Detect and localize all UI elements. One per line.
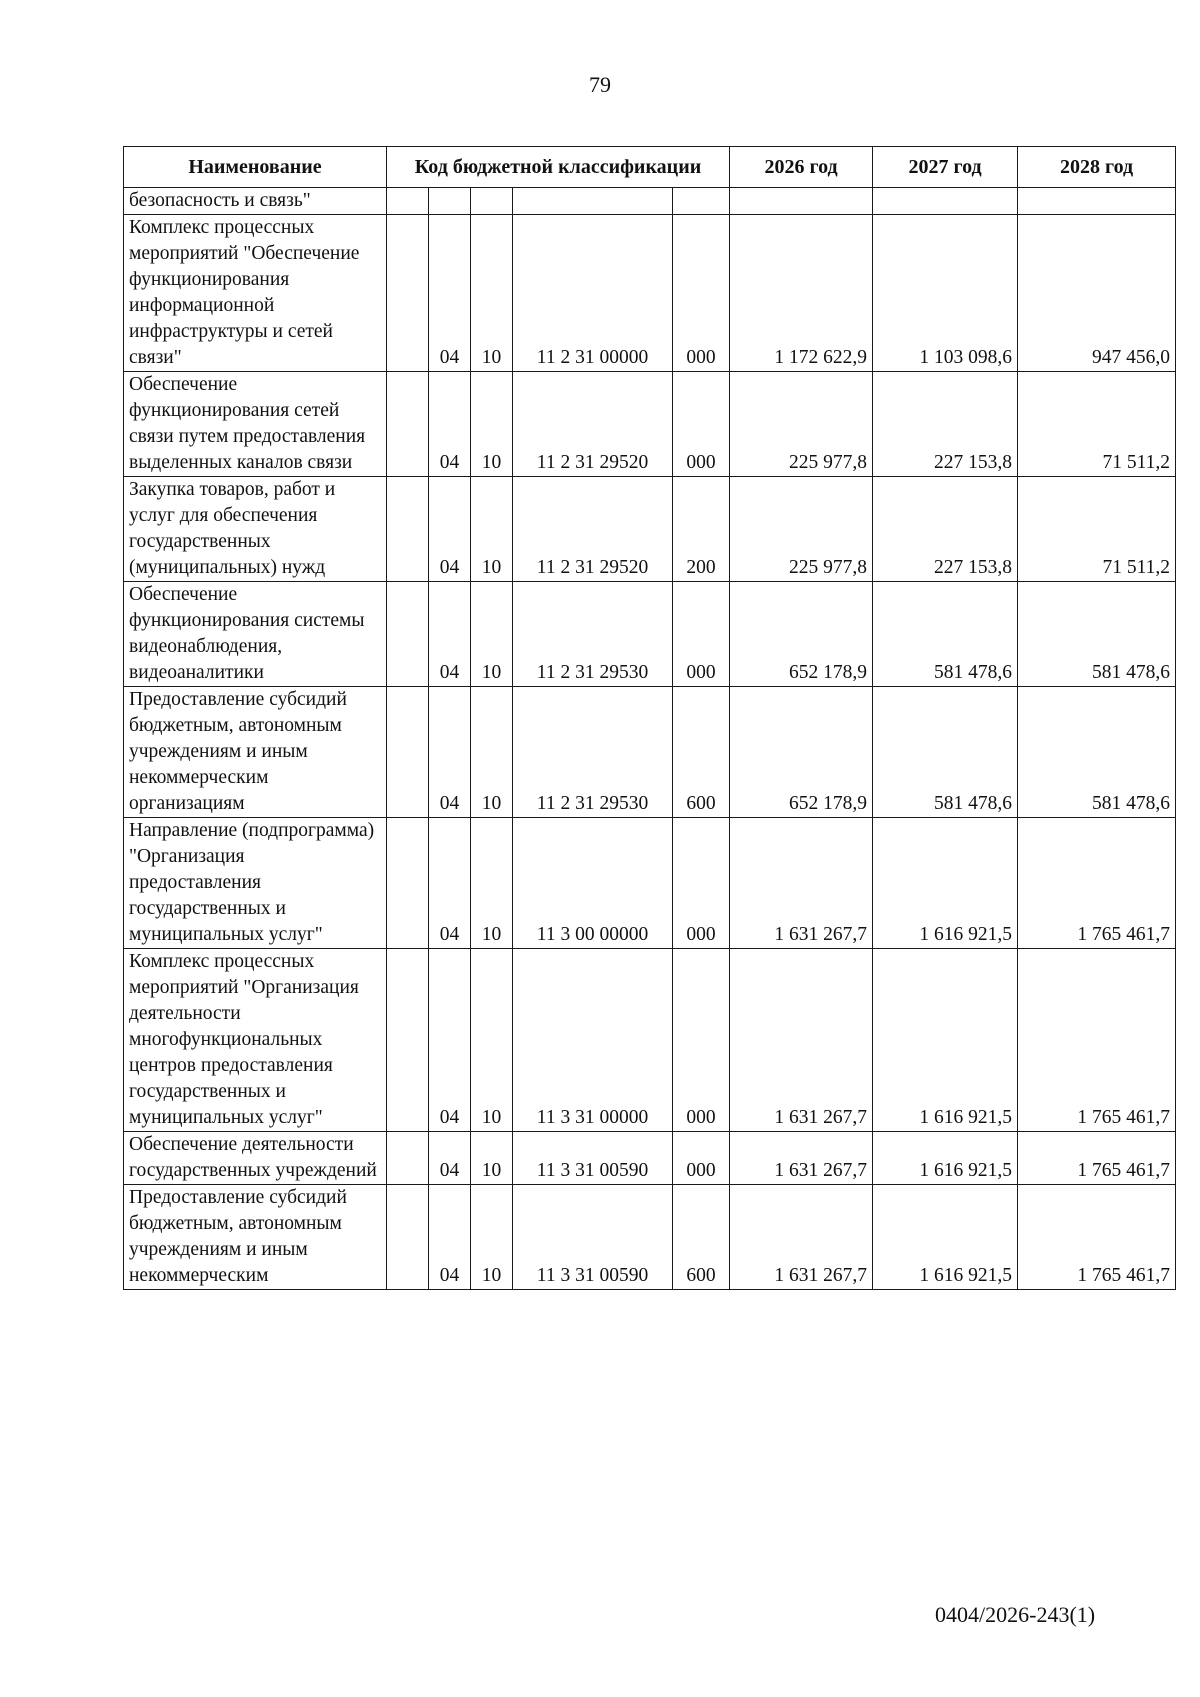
code-part-1 <box>387 477 429 582</box>
code-expense-type: 600 <box>673 1185 730 1290</box>
row-name: Обеспечение функционирования сетей связи путем предоставления выделенных каналов связи <box>124 372 387 477</box>
table-row <box>124 1185 1176 1290</box>
value-2027: 581 478,6 <box>873 687 1018 818</box>
code-part-1 <box>387 372 429 477</box>
row-name: Комплекс процессных мероприятий "Организация деятельности многофункциональных центров предоставления государственных и муниципальных услуг" <box>124 949 387 1132</box>
value-2026: 1 631 267,7 <box>730 1185 873 1290</box>
code-expense-type: 000 <box>673 1132 730 1185</box>
code-section: 04 <box>429 687 471 818</box>
value-2028: 1 765 461,7 <box>1018 949 1176 1132</box>
code-subsection: 10 <box>471 1132 513 1185</box>
code-subsection: 10 <box>471 582 513 687</box>
row-name: Обеспечение функционирования системы видеонаблюдения, видеоаналитики <box>124 582 387 687</box>
table-row <box>124 372 1176 477</box>
code-section: 04 <box>429 949 471 1132</box>
value-2028: 1 765 461,7 <box>1018 1185 1176 1290</box>
code-subsection: 10 <box>471 687 513 818</box>
code-subsection <box>471 188 513 215</box>
header-2028: 2028 год <box>1018 147 1176 188</box>
code-subsection: 10 <box>471 1185 513 1290</box>
code-part-1 <box>387 818 429 949</box>
value-2028: 71 511,2 <box>1018 372 1176 477</box>
value-2026: 1 172 622,9 <box>730 215 873 372</box>
code-subsection: 10 <box>471 949 513 1132</box>
code-part-1 <box>387 188 429 215</box>
row-name: Направление (подпрограмма) "Организация предоставления государственных и муниципальных услуг" <box>124 818 387 949</box>
budget-table <box>123 146 1176 1290</box>
code-expense-type: 000 <box>673 949 730 1132</box>
code-target-article: 11 3 31 00590 <box>513 1132 673 1185</box>
document-code: 0404/2026-243(1) <box>935 1602 1096 1627</box>
code-target-article: 11 2 31 00000 <box>513 215 673 372</box>
value-2026: 225 977,8 <box>730 477 873 582</box>
code-subsection: 10 <box>471 215 513 372</box>
code-target-article: 11 3 00 00000 <box>513 818 673 949</box>
value-2028: 581 478,6 <box>1018 687 1176 818</box>
value-2026: 1 631 267,7 <box>730 949 873 1132</box>
value-2027 <box>873 188 1018 215</box>
value-2028: 581 478,6 <box>1018 582 1176 687</box>
code-part-1 <box>387 949 429 1132</box>
table-row <box>124 215 1176 372</box>
value-2028: 947 456,0 <box>1018 215 1176 372</box>
table-row <box>124 188 1176 215</box>
code-target-article: 11 3 31 00000 <box>513 949 673 1132</box>
code-target-article: 11 3 31 00590 <box>513 1185 673 1290</box>
value-2027: 1 616 921,5 <box>873 949 1018 1132</box>
code-expense-type: 000 <box>673 372 730 477</box>
code-part-1 <box>387 582 429 687</box>
value-2027: 227 153,8 <box>873 372 1018 477</box>
code-target-article: 11 2 31 29530 <box>513 582 673 687</box>
code-section: 04 <box>429 1132 471 1185</box>
code-target-article: 11 2 31 29520 <box>513 372 673 477</box>
table-row <box>124 949 1176 1132</box>
row-name: Обеспечение деятельности государственных учреждений <box>124 1132 387 1185</box>
code-expense-type <box>673 188 730 215</box>
code-section: 04 <box>429 582 471 687</box>
row-name: безопасность и связь" <box>124 188 387 215</box>
value-2027: 581 478,6 <box>873 582 1018 687</box>
value-2026: 1 631 267,7 <box>730 1132 873 1185</box>
value-2026 <box>730 188 873 215</box>
code-target-article <box>513 188 673 215</box>
code-section: 04 <box>429 477 471 582</box>
code-part-1 <box>387 1185 429 1290</box>
header-2027: 2027 год <box>873 147 1018 188</box>
value-2028 <box>1018 188 1176 215</box>
value-2027: 1 616 921,5 <box>873 1185 1018 1290</box>
value-2028: 71 511,2 <box>1018 477 1176 582</box>
code-expense-type: 000 <box>673 215 730 372</box>
code-subsection: 10 <box>471 477 513 582</box>
row-name: Комплекс процессных мероприятий "Обеспечение функционирования информационной инфраструктуры и сетей связи" <box>124 215 387 372</box>
row-name: Предоставление субсидий бюджетным, автономным учреждениям и иным некоммерческим <box>124 1185 387 1290</box>
header-name: Наименование <box>124 147 387 188</box>
value-2026: 652 178,9 <box>730 687 873 818</box>
code-part-1 <box>387 215 429 372</box>
value-2026: 1 631 267,7 <box>730 818 873 949</box>
table-header-row <box>124 147 1176 188</box>
code-expense-type: 000 <box>673 818 730 949</box>
value-2028: 1 765 461,7 <box>1018 1132 1176 1185</box>
code-part-1 <box>387 1132 429 1185</box>
header-2026: 2026 год <box>730 147 873 188</box>
table-row <box>124 1132 1176 1185</box>
code-section: 04 <box>429 215 471 372</box>
code-expense-type: 200 <box>673 477 730 582</box>
row-name: Закупка товаров, работ и услуг для обеспечения государственных (муниципальных) нужд <box>124 477 387 582</box>
value-2028: 1 765 461,7 <box>1018 818 1176 949</box>
table-row <box>124 818 1176 949</box>
code-section <box>429 188 471 215</box>
value-2027: 1 616 921,5 <box>873 1132 1018 1185</box>
table-row <box>124 687 1176 818</box>
code-expense-type: 600 <box>673 687 730 818</box>
table-row <box>124 582 1176 687</box>
code-section: 04 <box>429 1185 471 1290</box>
code-subsection: 10 <box>471 818 513 949</box>
code-target-article: 11 2 31 29530 <box>513 687 673 818</box>
value-2027: 1 103 098,6 <box>873 215 1018 372</box>
value-2026: 225 977,8 <box>730 372 873 477</box>
row-name: Предоставление субсидий бюджетным, автономным учреждениям и иным некоммерческим организациям <box>124 687 387 818</box>
code-section: 04 <box>429 372 471 477</box>
code-target-article: 11 2 31 29520 <box>513 477 673 582</box>
value-2027: 227 153,8 <box>873 477 1018 582</box>
code-part-1 <box>387 687 429 818</box>
page-number: 79 <box>589 72 611 97</box>
code-section: 04 <box>429 818 471 949</box>
code-expense-type: 000 <box>673 582 730 687</box>
value-2026: 652 178,9 <box>730 582 873 687</box>
header-code: Код бюджетной классификации <box>387 147 730 188</box>
code-subsection: 10 <box>471 372 513 477</box>
value-2027: 1 616 921,5 <box>873 818 1018 949</box>
table-row <box>124 477 1176 582</box>
